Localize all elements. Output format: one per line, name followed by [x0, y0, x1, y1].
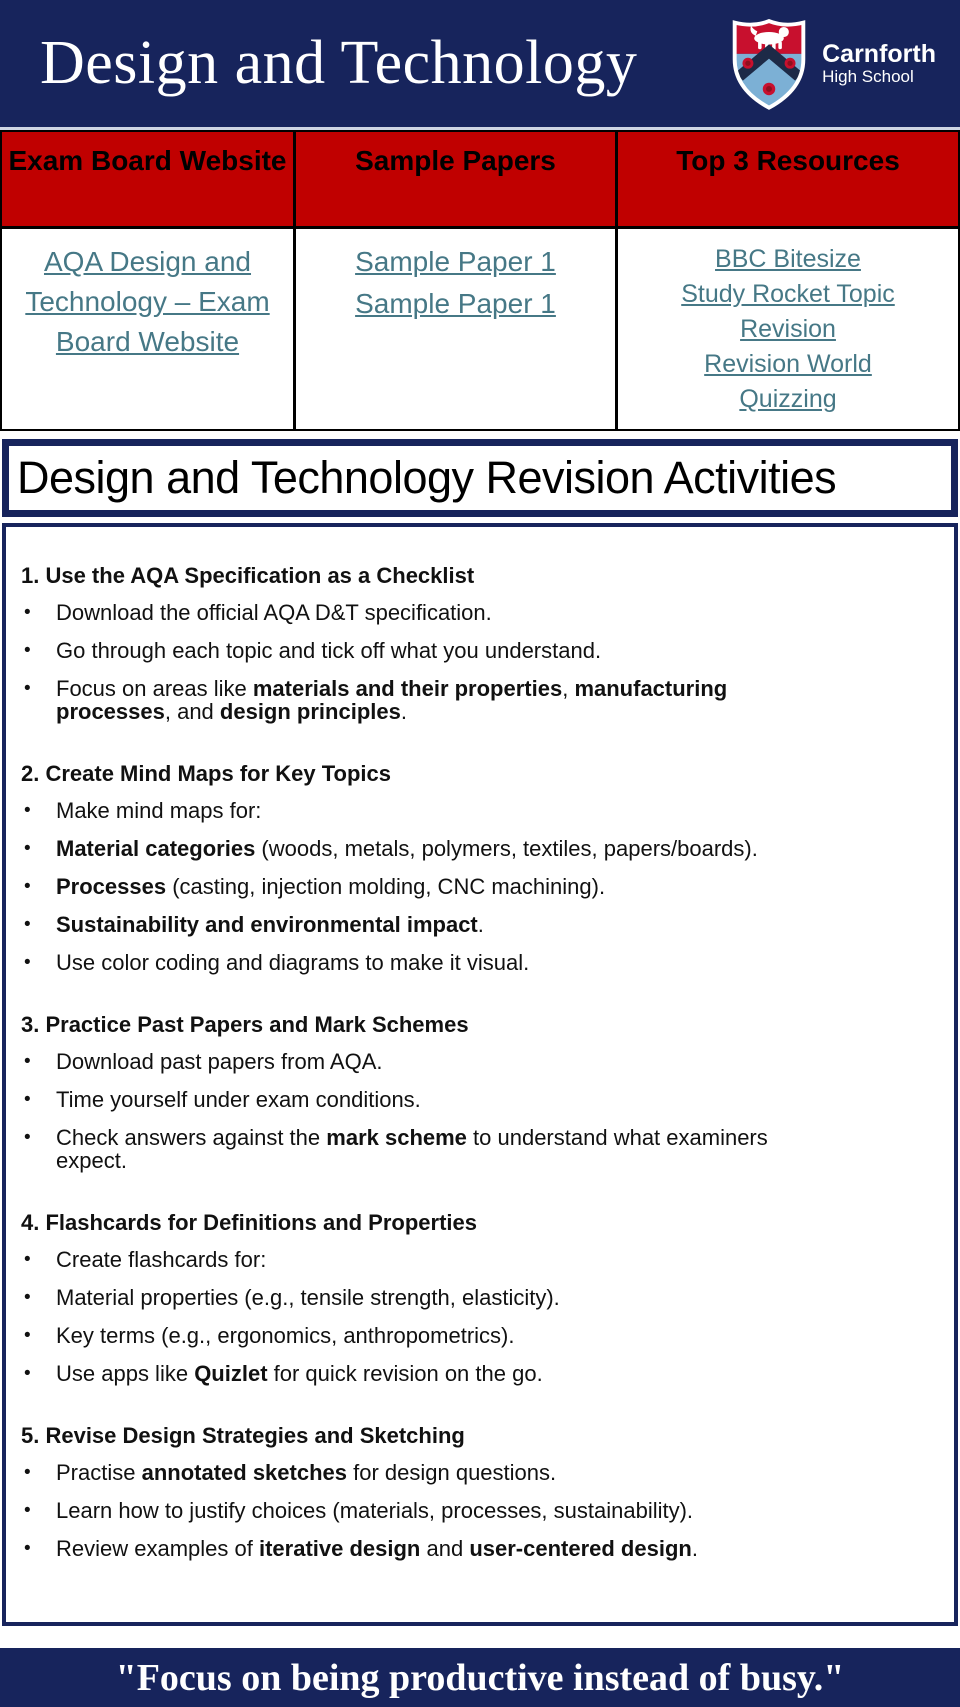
- resource-table-header-row: [2, 132, 958, 229]
- bullet-text: Processes (casting, injection molding, CNC machining).: [56, 874, 606, 899]
- bullet-item: [21, 1088, 934, 1111]
- school-name: [822, 41, 936, 86]
- section-heading: 2. Create Mind Maps for Key Topics: [21, 761, 392, 786]
- activities-content-box: [2, 523, 958, 1626]
- bullet-marker-icon: •: [24, 678, 31, 699]
- bullet-text: Sustainability and environmental impact.: [56, 912, 484, 937]
- bullet-text: Time yourself under exam conditions.: [56, 1087, 421, 1112]
- bullet-marker-icon: •: [24, 838, 31, 859]
- bullet-item: [21, 1286, 934, 1309]
- school-crest-icon: [730, 8, 808, 120]
- bullet-text: Create flashcards for:: [56, 1247, 267, 1272]
- bullet-marker-icon: •: [24, 800, 31, 821]
- bullet-text: Go through each topic and tick off what you understand.: [56, 638, 602, 663]
- footer-quote-bar: [0, 1648, 960, 1707]
- column-header-exam-board: Exam Board Website: [2, 132, 296, 226]
- bullet-text: Use apps like Quizlet for quick revision on the go.: [56, 1361, 543, 1386]
- section-heading: 3. Practice Past Papers and Mark Schemes: [21, 1012, 469, 1037]
- bullet-item: [21, 1126, 934, 1172]
- bullet-item: [21, 1050, 934, 1073]
- activity-section: [21, 1425, 934, 1560]
- resource-link[interactable]: Study Rocket Topic Revision: [681, 280, 895, 343]
- activity-section: [21, 1014, 934, 1172]
- bullet-text: Material properties (e.g., tensile strength, elasticity).: [56, 1285, 560, 1310]
- column-header-top-resources: Top 3 Resources: [676, 145, 900, 176]
- activities-title: Design and Technology Revision Activities: [17, 452, 837, 503]
- bullet-item: [21, 1362, 934, 1385]
- bullet-marker-icon: •: [24, 1325, 31, 1346]
- bullet-item: [21, 1324, 934, 1347]
- bullet-item: [21, 1537, 934, 1560]
- page-title: Design and Technology: [40, 29, 638, 97]
- bullet-marker-icon: •: [24, 1500, 31, 1521]
- bullet-item: [21, 1248, 934, 1271]
- section-heading: 4. Flashcards for Definitions and Properties: [21, 1210, 477, 1235]
- bullet-text: Material categories (woods, metals, polymers, textiles, papers/boards).: [56, 836, 758, 861]
- bullet-item: [21, 951, 934, 974]
- resource-link[interactable]: Sample Paper 1: [355, 246, 556, 277]
- bullet-text: Practise annotated sketches for design questions.: [56, 1460, 557, 1485]
- resource-table: [0, 130, 960, 431]
- bullet-marker-icon: •: [24, 1127, 31, 1148]
- bullet-text: Download past papers from AQA.: [56, 1049, 383, 1074]
- bullet-marker-icon: •: [24, 876, 31, 897]
- school-name-line1: Carnforth: [822, 39, 936, 68]
- bullet-marker-icon: •: [24, 1287, 31, 1308]
- bullet-marker-icon: •: [24, 602, 31, 623]
- bullet-item: [21, 601, 934, 624]
- bullet-item: [21, 639, 934, 662]
- bullet-item: [21, 1499, 934, 1522]
- bullet-marker-icon: •: [24, 952, 31, 973]
- bullet-marker-icon: •: [24, 1538, 31, 1559]
- activity-section: [21, 565, 934, 723]
- bullet-marker-icon: •: [24, 914, 31, 935]
- bullet-marker-icon: •: [24, 1249, 31, 1270]
- bullet-text: Download the official AQA D&T specification.: [56, 600, 492, 625]
- bullet-text: Make mind maps for:: [56, 798, 262, 823]
- school-brand: [730, 8, 936, 120]
- resource-links-sample-papers: [296, 229, 618, 429]
- bullet-text: Learn how to justify choices (materials, processes, sustainability).: [56, 1498, 694, 1523]
- bullet-marker-icon: •: [24, 1462, 31, 1483]
- bullet-marker-icon: •: [24, 1051, 31, 1072]
- activity-section: [21, 1212, 934, 1385]
- resource-table-body-row: [2, 229, 958, 429]
- bullet-text: Review examples of iterative design and user-centered design.: [56, 1536, 698, 1561]
- bullet-marker-icon: •: [24, 640, 31, 661]
- bullet-item: [21, 913, 934, 936]
- school-name-line2: High School: [822, 66, 914, 86]
- resource-links-top-resources: [618, 229, 958, 429]
- resource-link[interactable]: BBC Bitesize: [715, 245, 861, 273]
- resource-link[interactable]: Sample Paper 1: [355, 288, 556, 319]
- page-header: [0, 0, 960, 127]
- bullet-item: [21, 1461, 934, 1484]
- resource-links-exam-board: [2, 229, 296, 429]
- bullet-item: [21, 799, 934, 822]
- bullet-text: Key terms (e.g., ergonomics, anthropometrics).: [56, 1323, 515, 1348]
- column-header-sample-papers: Sample Papers: [296, 132, 618, 226]
- bullet-item: [21, 875, 934, 898]
- resource-link[interactable]: Revision World: [704, 350, 872, 378]
- bullet-marker-icon: •: [24, 1363, 31, 1384]
- bullet-marker-icon: •: [24, 1089, 31, 1110]
- section-heading: 1. Use the AQA Specification as a Checklist: [21, 563, 475, 588]
- resource-link[interactable]: AQA Design and Technology – Exam Board Website: [25, 246, 270, 357]
- activities-sections: [21, 565, 934, 1560]
- bullet-text: Check answers against the mark scheme to understand what examiners expect.: [56, 1125, 768, 1173]
- bullet-item: [21, 677, 934, 723]
- resource-link[interactable]: Quizzing: [739, 385, 837, 413]
- footer-quote: "Focus on being productive instead of busy.": [115, 1656, 845, 1699]
- bullet-text: Use color coding and diagrams to make it visual.: [56, 950, 530, 975]
- section-heading: 5. Revise Design Strategies and Sketching: [21, 1423, 465, 1448]
- bullet-text: Focus on areas like materials and their properties, manufacturing processes, and design principles.: [56, 676, 728, 724]
- bullet-item: [21, 837, 934, 860]
- activities-title-box: [2, 439, 958, 517]
- activity-section: [21, 763, 934, 974]
